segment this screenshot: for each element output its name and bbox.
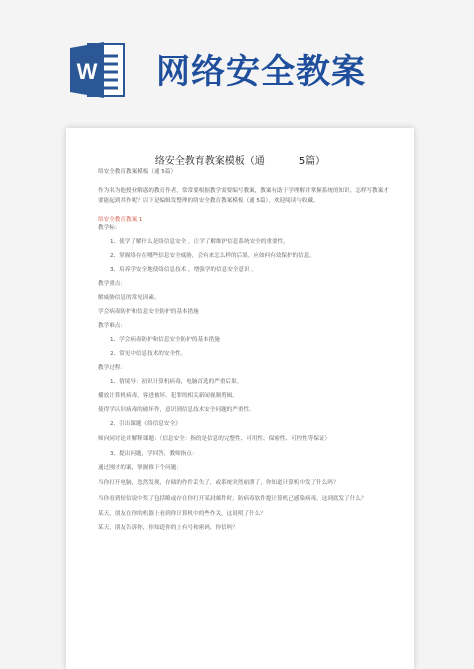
doc-paragraph: 当你打开电脑，忽然发现，存储的作件丢失了，或系统突然崩溃了，你知道计算机中发了什么吗？ bbox=[98, 480, 339, 486]
document-title-main: 络安全教育教案模板（通 bbox=[154, 156, 265, 167]
doc-line: 某天，朋友告诉你，你知道你的上有号和密码，你信吗？ bbox=[98, 525, 238, 531]
doc-line: 1、使学了解什么是络信息安全 ，让学了解维护信息系统安全的重要性。 bbox=[110, 239, 289, 245]
doc-line: 1、情境导：初识计算机病毒，电脑首选的严重后果。 bbox=[110, 379, 243, 385]
doc-line: 教学过程： bbox=[98, 365, 126, 371]
doc-paragraph: 师向同讨论并解释课题：（信息安全：指的是信息的完整性、可用性、保密性、可控性等保证） bbox=[98, 436, 331, 442]
doc-line: 2、常见中信息技术的安全性。 bbox=[110, 351, 187, 357]
doc-line: 3、提出问题，学回答，教师指点： bbox=[110, 451, 198, 457]
doc-line: 教学标： bbox=[98, 225, 121, 231]
doc-line: 2、引出课题《络信息安全》 bbox=[110, 421, 181, 427]
document-title-count: 5篇） bbox=[298, 156, 326, 167]
svg-text:W: W bbox=[76, 59, 98, 84]
doc-line: 学会病毒防护和信息安全防护的基本措施 bbox=[98, 309, 199, 315]
document-page bbox=[66, 128, 414, 669]
doc-paragraph: 作为名为他授业解惑的教育作者，常常要根据教学需要编写教案，教案有助于学理解并掌握系统的知识。怎样写教案才要能起到其作呢？以下是编辑发整理的络安全教育教案模板（通 5篇），欢迎阅读与收藏。 bbox=[98, 188, 389, 204]
banner bbox=[0, 0, 474, 110]
doc-line: 2、掌握络存在哪些信息安全威胁，会有来怎么样的后果。应如何有效保护的信息。 bbox=[110, 253, 315, 259]
word-document-icon bbox=[66, 38, 130, 102]
doc-line: 教学重点： bbox=[98, 281, 126, 287]
doc-line: 某天，朋友在你的机器上看到你计算机中的些作关，这说明了什么？ bbox=[98, 511, 266, 517]
doc-line: 1、学会病毒防护和信息安全防护的基本措施 bbox=[110, 337, 220, 343]
doc-line: 教学难点： bbox=[98, 323, 126, 329]
doc-line: 3、培养学安全地使络信息技术 ，增强学的信息安全意识 。 bbox=[110, 267, 257, 273]
doc-line: 播放计算机病毒，客进被坏，犯罪的相关新闻视频剪辑。 bbox=[98, 393, 238, 399]
doc-line: 解威胁信息的常见因素。 bbox=[98, 295, 160, 301]
doc-paragraph: 当你看到短信说中奖了包括略或存在你打开某封邮件时，防病毒软件提计算机已感染病毒，这到底发了什么？ bbox=[98, 496, 367, 502]
document-title bbox=[66, 152, 414, 167]
document-body bbox=[98, 168, 392, 532]
doc-section-heading: 络安全教育教案 1 bbox=[98, 217, 143, 223]
banner-title: 网络安全教案 bbox=[156, 52, 366, 92]
doc-line: 通过刚才的案，掌握推下个问题： bbox=[98, 465, 182, 471]
doc-line: 使得学认识病毒的破坏作，意识到信息技术安全问题的严重性。 bbox=[98, 407, 255, 413]
doc-line: 络安全教育教案模板（通 5篇） bbox=[98, 169, 177, 175]
